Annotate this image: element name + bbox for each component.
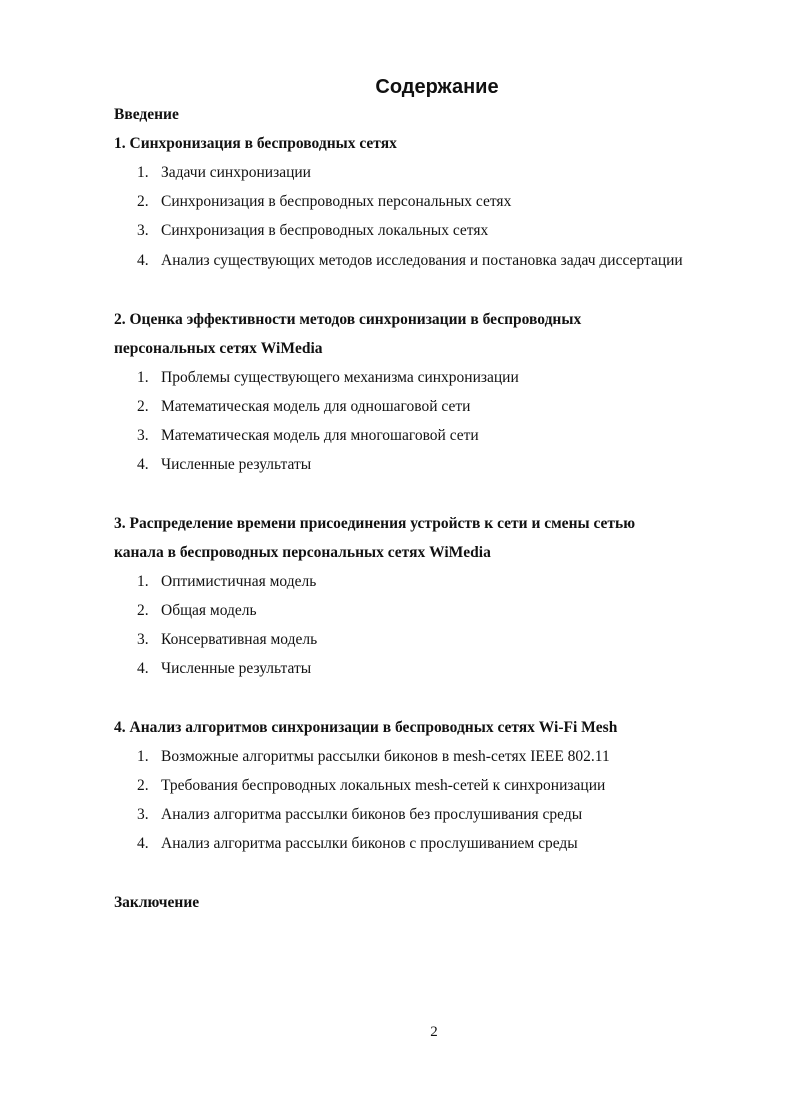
toc-item-1-4: 4. Анализ существующих методов исследования и постановка задач диссертации — [137, 252, 683, 269]
section-2-title-line-1: 2. Оценка эффективности методов синхронизации в беспроводных — [114, 311, 582, 328]
toc-item-3-2: 2. Общая модель — [137, 602, 257, 619]
section-3-title-line-1: 3. Распределение времени присоединения устройств к сети и смены сетью — [114, 515, 636, 532]
toc-item-2-2: 2. Математическая модель для одношаговой сети — [137, 398, 471, 415]
toc-item-4-3: 3. Анализ алгоритма рассылки биконов без прослушивания среды — [137, 806, 583, 823]
section-2-title-line-2: персональных сетях WiMedia — [114, 340, 323, 357]
toc-item-3-4: 4. Численные результаты — [137, 660, 312, 677]
toc-item-1-1: 1. Задачи синхронизации — [137, 164, 311, 181]
toc-item-2-4: 4. Численные результаты — [137, 456, 312, 473]
toc-item-2-1: 1. Проблемы существующего механизма синхронизации — [137, 369, 519, 386]
intro-heading: Введение — [114, 106, 179, 123]
toc-item-4-4: 4. Анализ алгоритма рассылки биконов с прослушиванием среды — [137, 835, 578, 852]
toc-item-3-1: 1. Оптимистичная модель — [137, 573, 317, 590]
toc-item-4-2: 2. Требования беспроводных локальных mesh-сетей к синхронизации — [137, 777, 606, 794]
section-3-title-line-2: канала в беспроводных персональных сетях WiMedia — [114, 544, 491, 561]
section-1-title: 1. Синхронизация в беспроводных сетях — [114, 135, 397, 152]
toc-item-3-3: 3. Консервативная модель — [137, 631, 318, 648]
toc-item-1-2: 2. Синхронизация в беспроводных персональных сетях — [137, 193, 512, 210]
toc-item-4-1: 1. Возможные алгоритмы рассылки биконов в mesh-сетях IEEE 802.11 — [137, 748, 610, 765]
page-number: 2 — [430, 1024, 438, 1040]
toc-item-2-3: 3. Математическая модель для многошаговой сети — [137, 427, 479, 444]
section-4-title: 4. Анализ алгоритмов синхронизации в беспроводных сетях Wi-Fi Mesh — [114, 719, 618, 736]
page-title: Содержание — [375, 76, 499, 98]
conclusion-heading: Заключение — [114, 894, 200, 911]
toc-item-1-3: 3. Синхронизация в беспроводных локальных сетях — [137, 222, 489, 239]
